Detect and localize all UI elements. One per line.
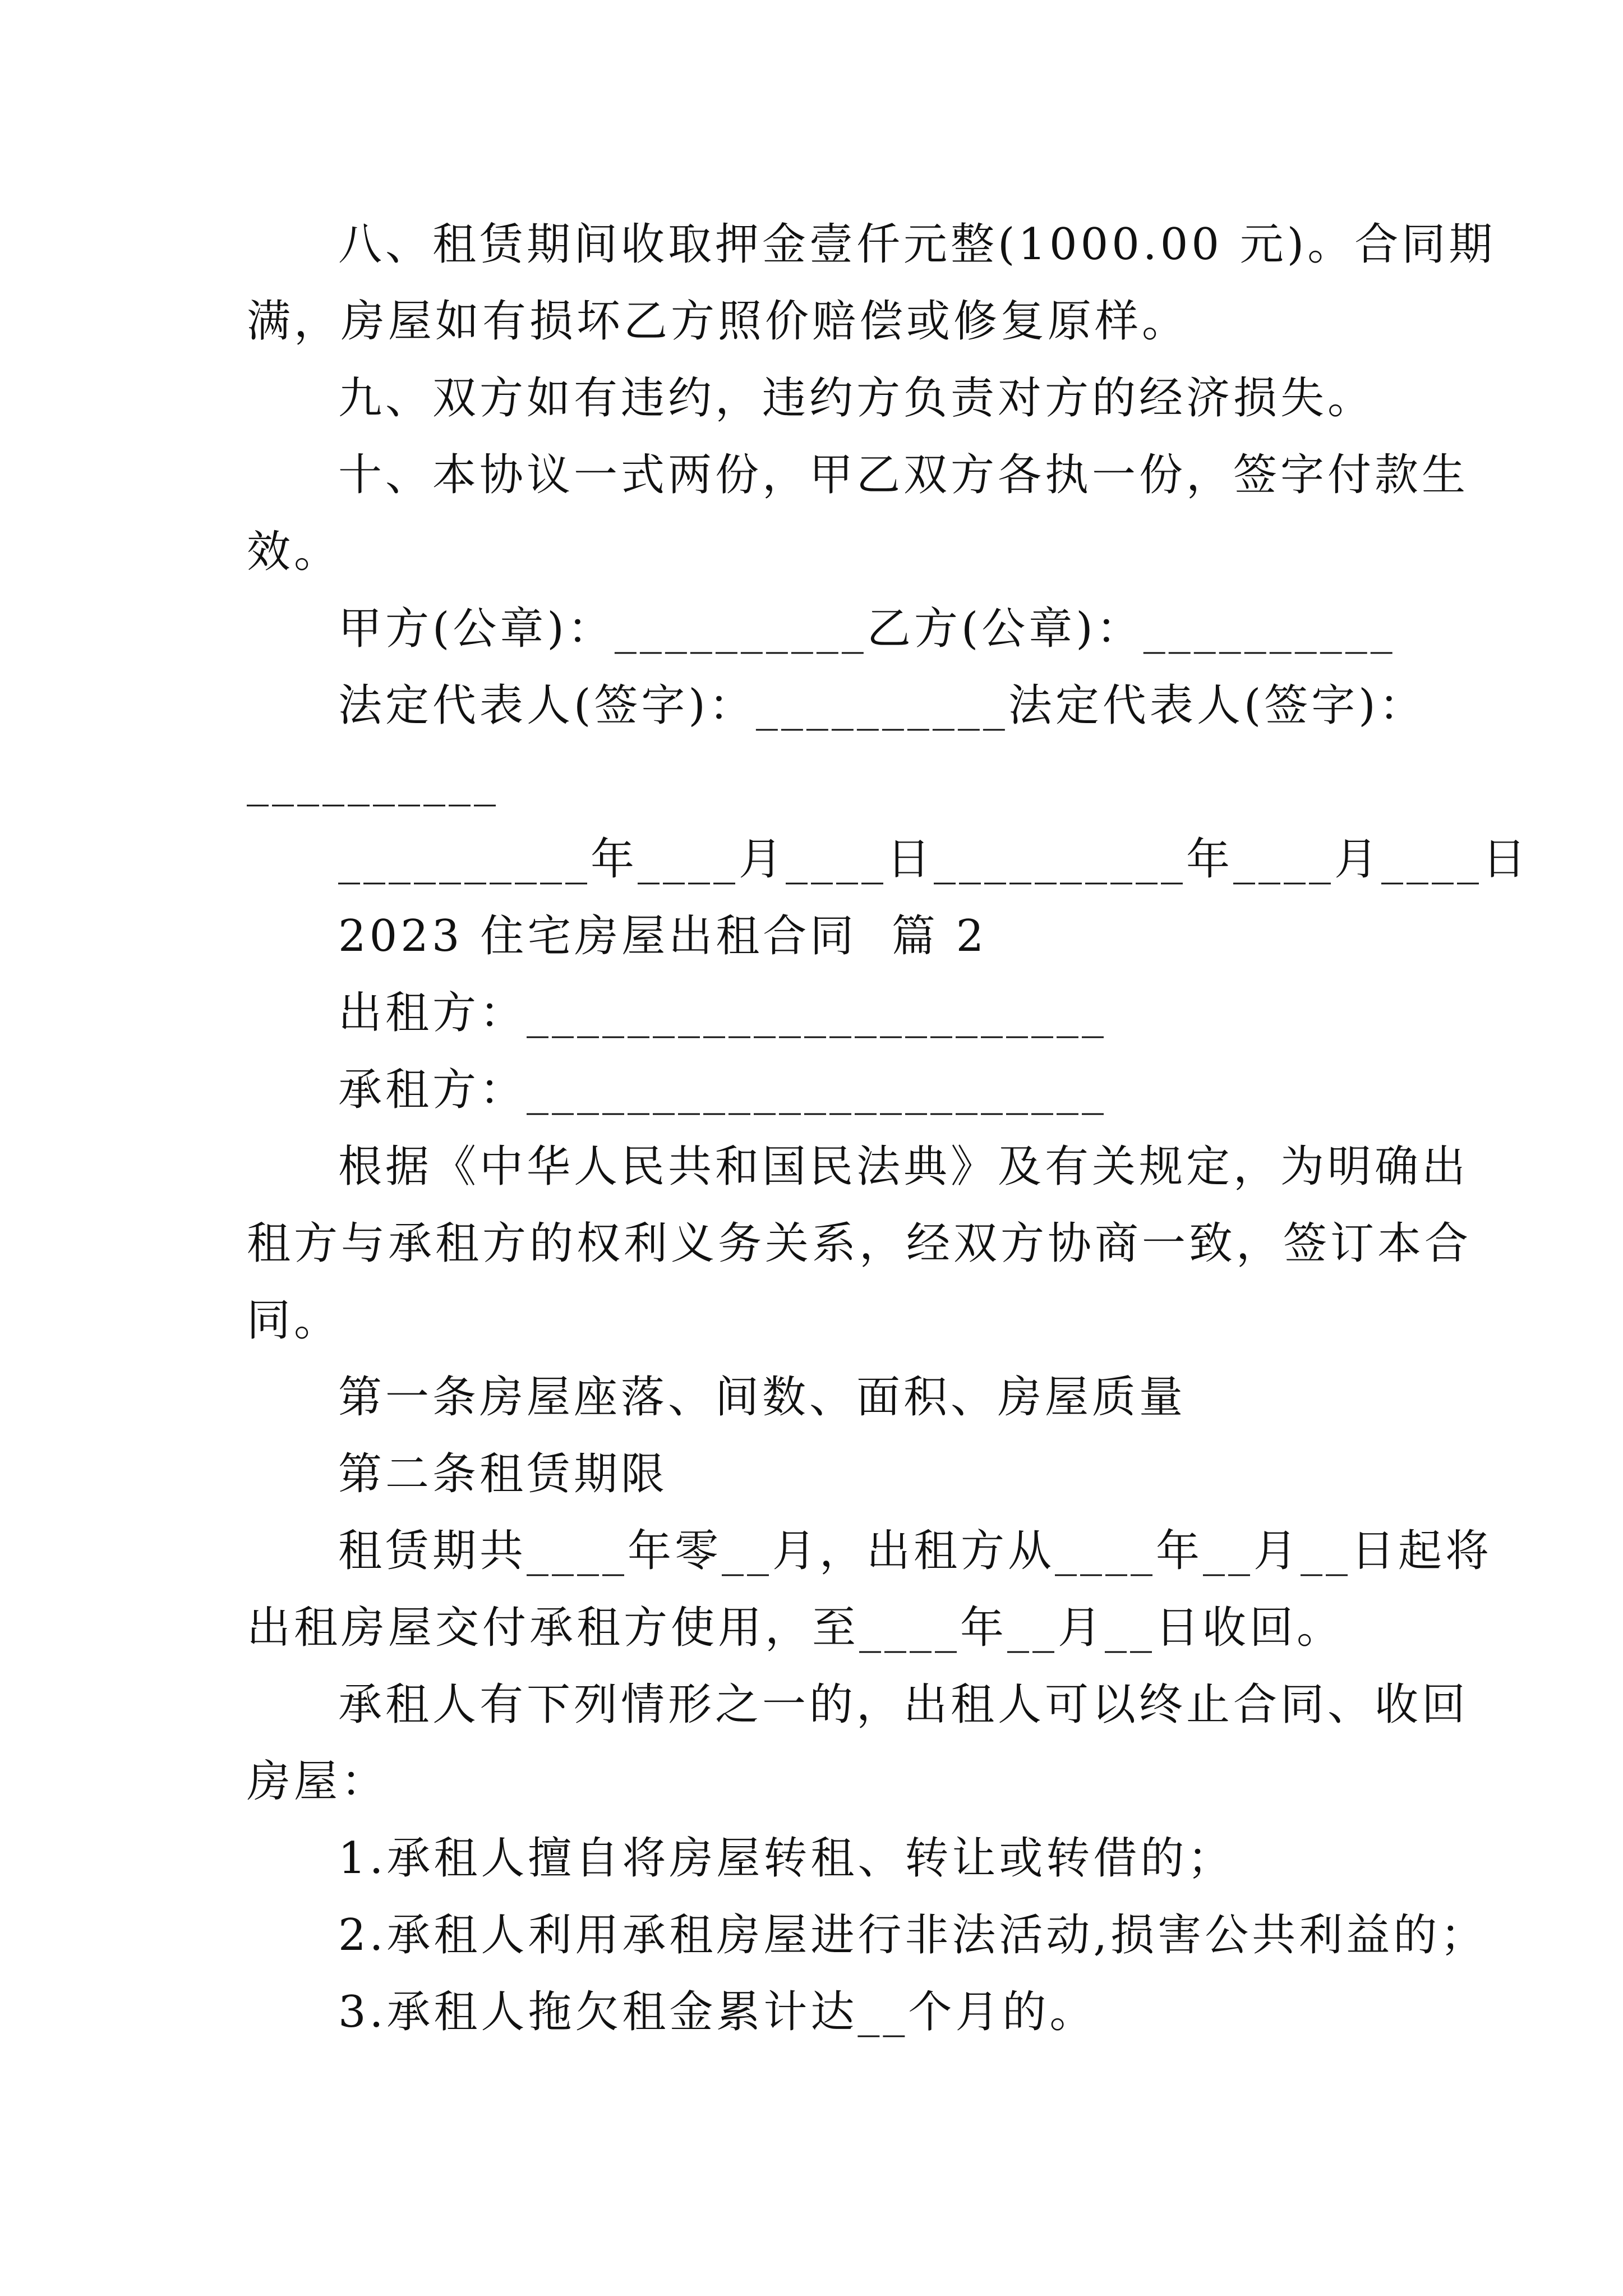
lease-term-line-1: 租赁期共____年零__月，出租方从____年__月__日起将 — [338, 1526, 1493, 1576]
party-seal-line: 甲方(公章)：__________乙方(公章)：__________ — [338, 604, 1396, 654]
termination-line-2: 房屋： — [247, 1756, 389, 1807]
preamble-line-3: 同。 — [247, 1295, 342, 1346]
article-2-heading: 第二条租赁期限 — [338, 1449, 668, 1499]
clause-8-line-1: 八、租赁期间收取押金壹仟元整(1000.00 元)。合同期 — [338, 219, 1496, 270]
lease-term-line-2: 出租房屋交付承租方使用，至____年__月__日收回。 — [247, 1603, 1344, 1653]
section-title: 2023 住宅房屋出租合同 篇 2 — [338, 911, 988, 961]
lessor-field: 出租方：_______________________ — [338, 988, 1108, 1038]
clause-8-line-2: 满，房屋如有损坏乙方照价赔偿或修复原样。 — [247, 296, 1189, 347]
legal-rep-blank: __________ — [247, 756, 499, 807]
clause-9: 九、双方如有违约，违约方负责对方的经济损失。 — [338, 373, 1375, 424]
clause-10-line-2: 效。 — [247, 527, 342, 577]
clause-10-line-1: 十、本协议一式两份，甲乙双方各执一份，签字付款生 — [338, 450, 1469, 500]
termination-item-1: 1.承租人擅自将房屋转租、转让或转借的； — [338, 1833, 1235, 1884]
termination-item-2: 2.承租人利用承租房屋进行非法活动,损害公共利益的； — [338, 1910, 1488, 1961]
lessee-field: 承租方：_______________________ — [338, 1065, 1108, 1115]
legal-rep-line: 法定代表人(签字)：__________法定代表人(签字)： — [338, 680, 1426, 731]
date-line: __________年____月____日__________年____月____日 — [338, 834, 1530, 885]
preamble-line-1: 根据《中华人民共和国民法典》及有关规定，为明确出 — [338, 1142, 1469, 1192]
article-1-heading: 第一条房屋座落、间数、面积、房屋质量 — [338, 1372, 1187, 1423]
termination-line-1: 承租人有下列情形之一的，出租人可以终止合同、收回 — [338, 1680, 1469, 1730]
preamble-line-2: 租方与承租方的权利义务关系，经双方协商一致，签订本合 — [247, 1218, 1472, 1269]
termination-item-3: 3.承租人拖欠租金累计达__个月的。 — [338, 1987, 1097, 2037]
